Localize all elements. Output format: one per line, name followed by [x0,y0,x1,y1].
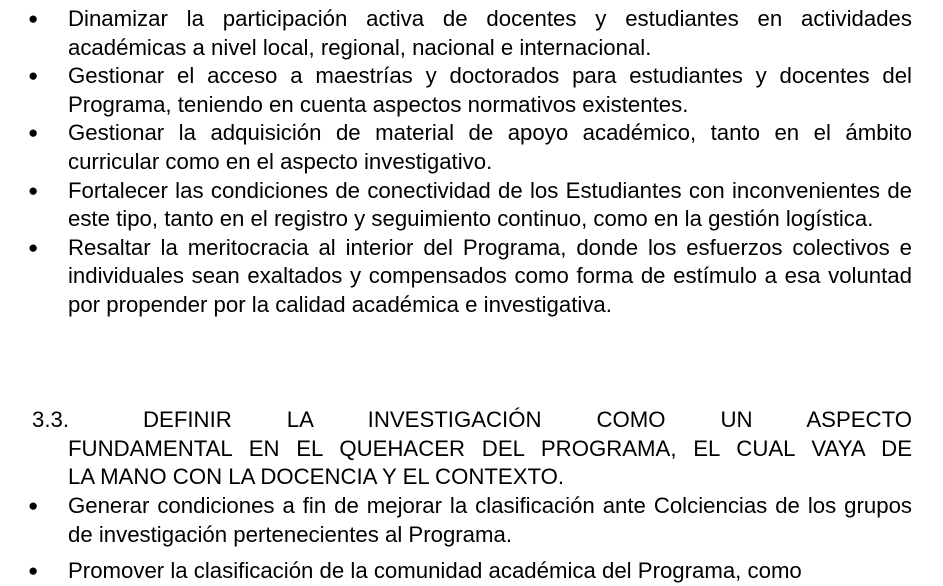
list-item-text: Promover la clasificación de la comunidad académica del Programa, como [68,558,802,584]
list-item [0,62,912,119]
section-heading [0,406,912,492]
bullet-icon: ● [28,180,39,200]
bullet-icon: ● [28,123,39,143]
list-item-text: Gestionar el acceso a maestrías y doctorados para estudiantes y docentes del Programa, teniendo en cuenta aspectos normativos existentes. [68,63,912,117]
list-item-text: Generar condiciones a fin de mejorar la clasificación ante Colciencias de los grupos de investigación pertenecientes al Programa. [68,493,912,547]
list-item [0,5,912,62]
objectives-list [0,5,912,320]
list-item [0,119,912,176]
research-objectives-list [0,492,912,586]
bullet-icon: ● [28,237,39,257]
section-number: 3.3. [32,407,70,432]
list-item [0,234,912,320]
section-title-line: LA MANO CON LA DOCENCIA Y EL CONTEXTO. [68,464,565,490]
list-item-text: Dinamizar la participación activa de docentes y estudiantes en actividades académicas a nivel local, regional, nacional e internacional. [68,6,912,60]
list-item-text: Resaltar la meritocracia al interior del Programa, donde los esfuerzos colectivos e individuales sean exaltados y compensados como forma de estímulo a esa voluntad por propender por la calidad académica e investigativa. [68,234,912,317]
bullet-icon: ● [28,496,39,515]
list-item [0,492,912,549]
list-item-text: Fortalecer las condiciones de conectividad de los Estudiantes con inconvenientes de este tipo, tanto en el registro y seguimiento continuo, como en la gestión logística. [68,177,912,232]
bullet-icon: ● [28,561,39,581]
bullet-icon: ● [28,66,39,86]
list-item [0,177,912,234]
section-title-line: FUNDAMENTAL EN EL QUEHACER DEL PROGRAMA, EL CUAL VAYA DE [68,435,912,461]
list-item-text: Gestionar la adquisición de material de apoyo académico, tanto en el ámbito curricular como en el aspecto investigativo. [68,120,912,174]
list-item [0,557,912,586]
section-title-line: DEFINIR LA INVESTIGACIÓN COMO UN ASPECTO [143,407,912,432]
bullet-icon: ● [28,9,39,28]
